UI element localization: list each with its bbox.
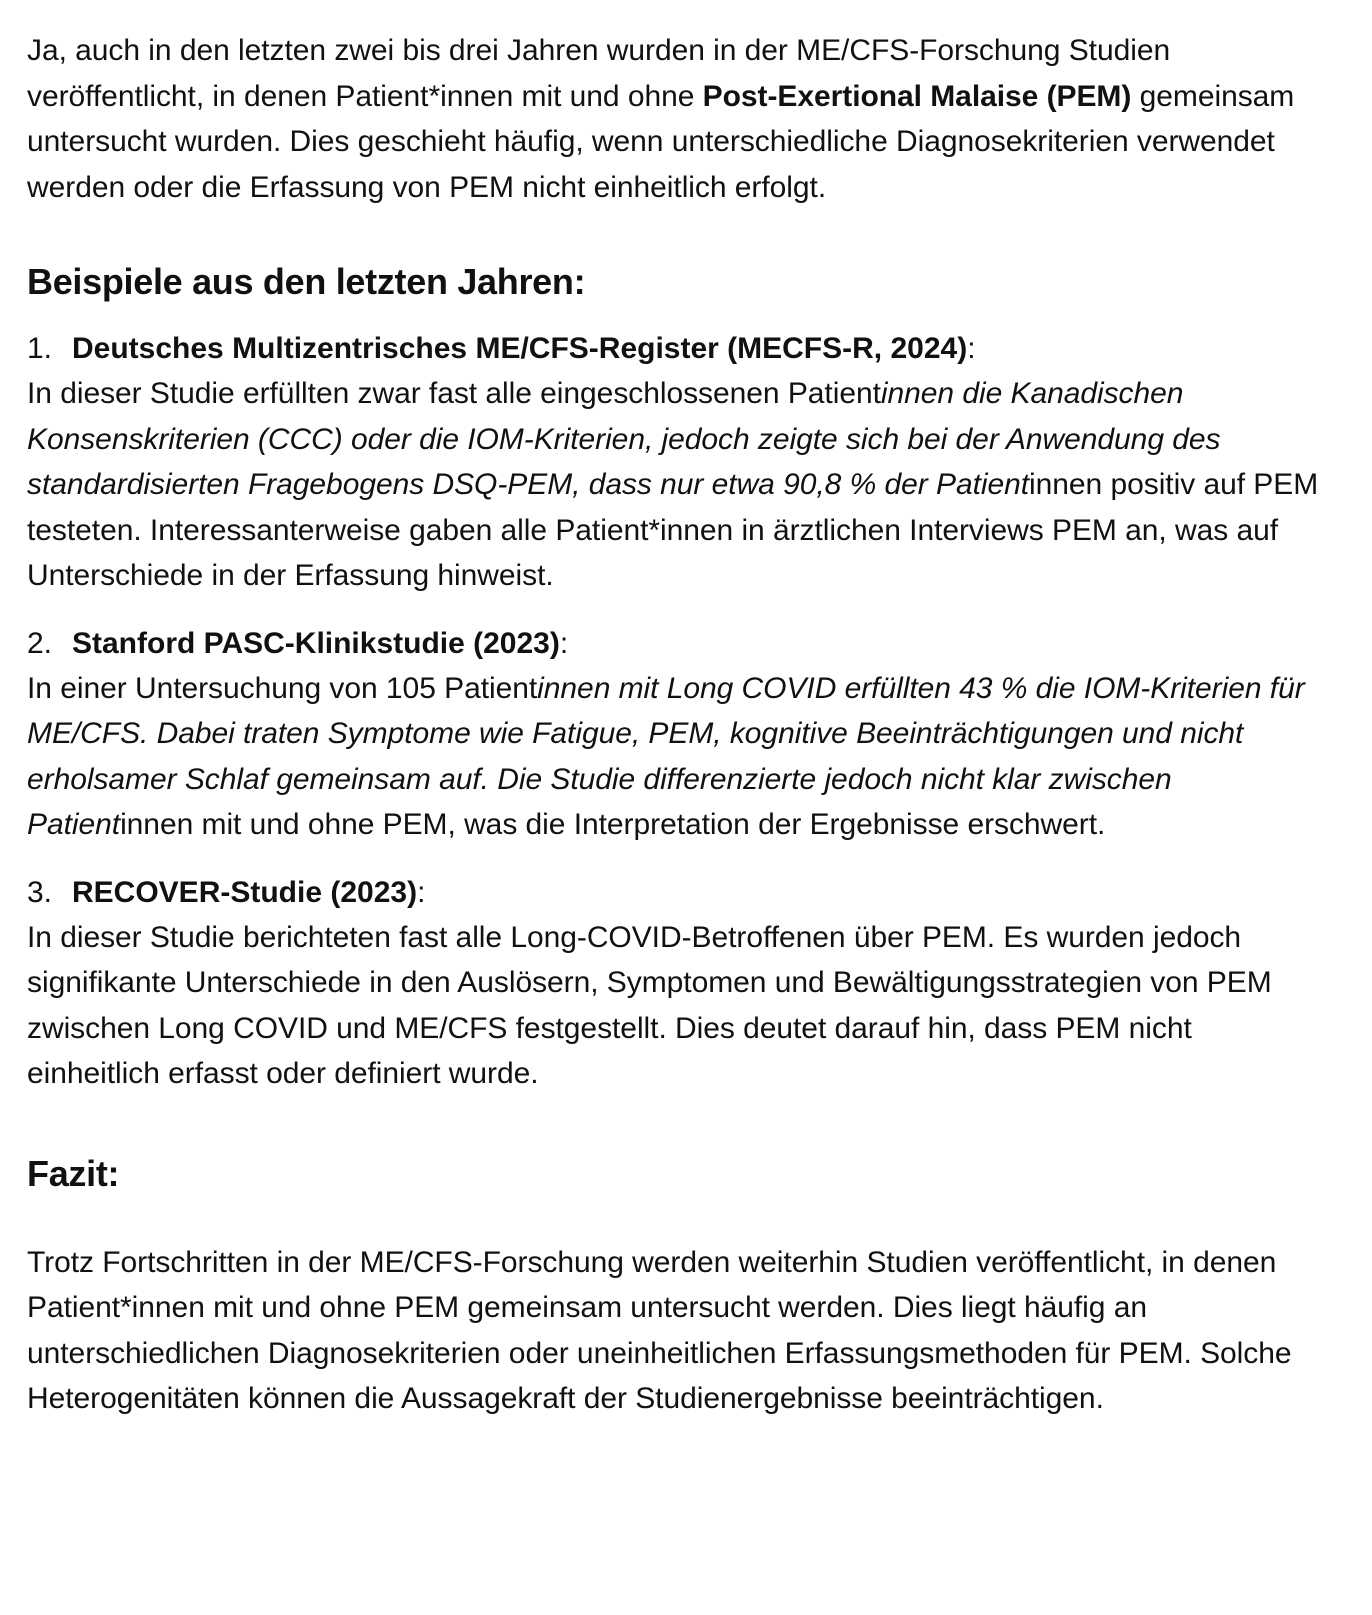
list-item-number: 2.	[27, 626, 53, 660]
examples-heading: Beispiele aus den letzten Jahren:	[27, 261, 586, 302]
list-item-body	[27, 666, 1332, 848]
list-item-title: RECOVER-Studie (2023)	[72, 875, 418, 909]
list-item-title: Deutsches Multizentrisches ME/CFS-Register (MECFS-R, 2024)	[72, 332, 968, 365]
list-item-body	[27, 371, 1332, 599]
intro-bold-term: Post-Exertional Malaise (PEM)	[702, 79, 1132, 113]
conclusion-paragraph: Trotz Fortschritten in der ME/CFS-Forschung werden weiterhin Studien veröffentlicht, in denen Patient*innen mit und ohne PEM gemeinsam untersucht werden. Dies liegt häufig an unterschiedlichen Diagnosekriterien oder uneinheitlichen Erfassungsmethoden für PEM. Solche Heterogenitäten können die Aussagekraft der Studienergebnisse beeinträchtigen.	[27, 1245, 1292, 1415]
intro-text-before: Ja, auch in den letzten zwei bis drei Jahren wurden in der ME/CFS-Forschung Studien veröffentlicht, in denen Patient*innen mit und ohne	[27, 34, 1171, 113]
body-text-end: innen mit und ohne PEM, was die Interpretation der Ergebnisse erschwert.	[120, 808, 1106, 841]
list-item-number: 3.	[27, 875, 53, 909]
body-text-start: In dieser Studie erfüllten zwar fast alle eingeschlossenen Patient	[27, 377, 881, 410]
body-text-italic: innen mit Long COVID erfüllten 43 % die IOM-Kriterien für ME/CFS. Dabei traten Symptome wie Fatigue, PEM, kognitive Beeinträchtigungen und nicht erholsamer Schlaf gemeinsam auf. Die Studie differenzierte jedoch nicht klar zwischen Patient	[27, 671, 1305, 841]
body-text-end: innen positiv auf PEM testeten. Interessanterweise gaben alle Patient*innen in ärztlichen Interviews PEM an, was auf Unterschiede in der Erfassung hinweist.	[27, 468, 1319, 592]
intro-paragraph	[27, 28, 1332, 210]
list-item	[27, 326, 1332, 599]
list-item	[27, 870, 1332, 1097]
list-item-title: Stanford PASC-Klinikstudie (2023)	[72, 626, 560, 660]
body-text-start: In dieser Studie berichteten fast alle Long-COVID-Betroffenen über PEM. Es wurden jedoch signifikante Unterschiede in den Auslösern, Symptomen und Bewältigungsstrategien von PEM zwischen Long COVID und ME/CFS festgestellt. Dies deutet darauf hin, dass PEM nicht einheitlich erfasst oder definiert wurde.	[27, 920, 1272, 1090]
list-item	[27, 621, 1332, 848]
body-text-start: In einer Untersuchung von 105 Patient	[27, 671, 538, 705]
list-item-colon: :	[559, 626, 569, 660]
list-item-header	[27, 326, 1332, 371]
intro-text-after: gemeinsam untersucht wurden. Dies geschieht häufig, wenn unterschiedliche Diagnosekriterien verwendet werden oder die Erfassung von PEM nicht einheitlich erfolgt.	[27, 79, 1295, 204]
list-item-colon: :	[967, 332, 976, 365]
examples-list	[27, 326, 1332, 1097]
list-item-colon: :	[417, 875, 426, 909]
list-item-number: 1.	[27, 332, 53, 365]
conclusion-heading: Fazit:	[27, 1152, 120, 1194]
list-item-body	[27, 915, 1332, 1097]
list-item-header	[27, 870, 1332, 915]
body-text-italic: innen die Kanadischen Konsenskriterien (CCC) oder die IOM-Kriterien, jedoch zeigte sich bei der Anwendung des standardisierten Fragebogens DSQ-PEM, dass nur etwa 90,8 % der Patient	[27, 377, 1221, 501]
list-item-header	[27, 621, 1332, 666]
